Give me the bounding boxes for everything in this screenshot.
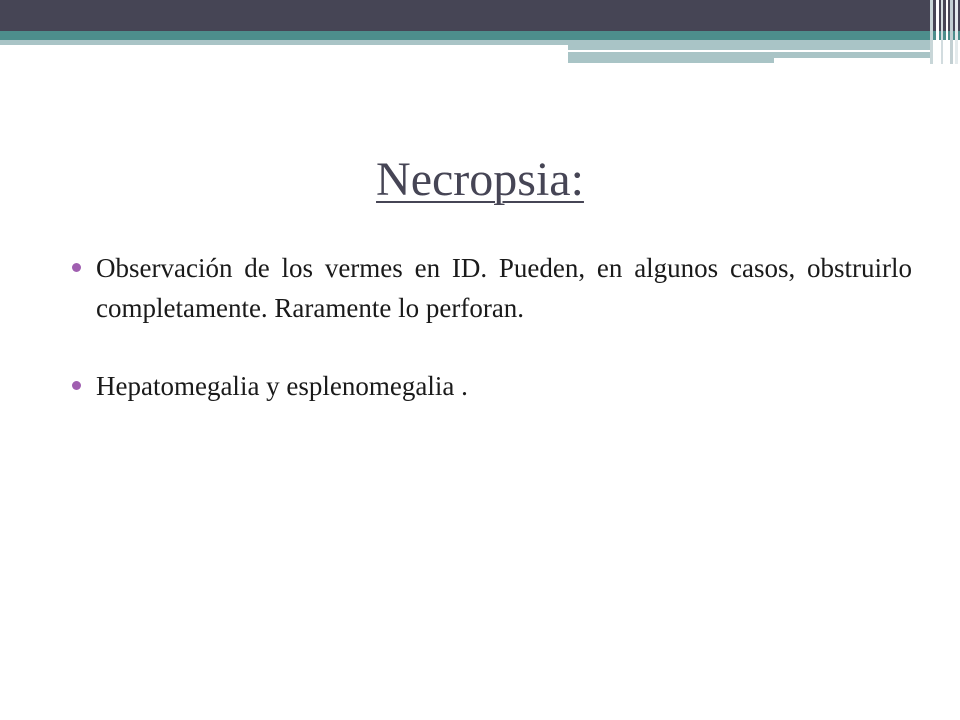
header-band-dark [0,0,960,31]
bullet-item [72,248,912,328]
bullet-list [72,248,912,444]
bullet-dot-icon [72,263,81,272]
header-pinstripe [930,0,933,64]
header-pinstripe [936,0,939,64]
bullet-dot-icon [72,381,81,390]
header-pinstripe [955,0,958,64]
slide-title [0,150,960,210]
header-pinstripe [950,0,953,64]
header-band-teal [0,31,960,40]
header-pinstripe [941,0,943,64]
bullet-text: Hepatomegalia y esplenomegalia . [96,371,468,401]
slide-title-text: Necropsia: [376,153,584,206]
header-band-light [568,58,774,63]
bullet-item [72,366,912,406]
bullet-text: Observación de los vermes en ID. Pueden, en algunos casos, obstruirlo completamente. Raramente lo perforan. [96,253,912,323]
header-pinstripe [946,0,948,64]
